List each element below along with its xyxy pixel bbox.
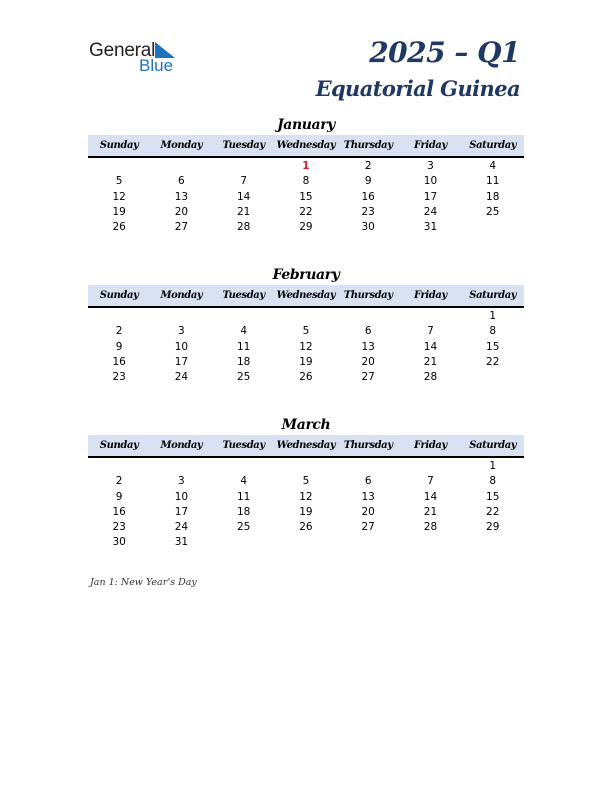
empty-day-cell: [462, 370, 524, 385]
weekday-label: Friday: [414, 290, 447, 301]
empty-day-cell: [337, 459, 399, 474]
generalblue-logo: [89, 40, 189, 76]
day-cell: 11: [236, 490, 251, 503]
weekday-label: Saturday: [469, 440, 517, 451]
day-cell: 26: [299, 521, 313, 534]
day-cell: 11: [236, 340, 251, 353]
day-cell: 17: [423, 190, 438, 203]
empty-day-cell: [275, 459, 337, 474]
day-cell: 2: [115, 325, 123, 338]
empty-day-cell: [88, 309, 150, 324]
day-cell: 23: [112, 521, 126, 534]
week-row: [88, 459, 524, 474]
weekday-label: Sunday: [99, 290, 139, 301]
month-weeks: [88, 308, 524, 385]
weekday-header: [88, 285, 524, 308]
weekday-label: Friday: [414, 140, 447, 151]
week-row: [88, 324, 524, 339]
day-cell: 6: [364, 475, 372, 488]
logo-text-general: General: [89, 40, 156, 61]
week-row: [88, 340, 524, 355]
day-cell: 7: [427, 475, 434, 488]
page-title: 2025 – Q1: [369, 36, 520, 69]
day-cell: 12: [112, 190, 126, 203]
day-cell: 28: [423, 521, 438, 534]
day-cell: 1: [489, 460, 497, 472]
day-cell: 4: [489, 160, 497, 172]
day-cell: 5: [115, 175, 123, 188]
day-cell: 10: [174, 340, 189, 353]
empty-day-cell: [462, 220, 524, 235]
week-row: [88, 370, 524, 385]
day-cell: 13: [361, 340, 375, 353]
day-cell: 7: [240, 175, 247, 188]
day-cell: 31: [174, 536, 189, 549]
holiday-note: Jan 1: New Year’s Day: [90, 577, 197, 588]
day-cell: 21: [236, 205, 251, 218]
day-cell: 22: [486, 505, 500, 518]
day-cell: 13: [361, 490, 375, 503]
day-cell: 6: [364, 325, 372, 338]
day-cell: 22: [299, 205, 313, 218]
day-cell: 30: [361, 221, 375, 234]
month-january: [88, 115, 524, 235]
weekday-label: Monday: [160, 140, 203, 151]
weekday-label: Tuesday: [222, 140, 265, 151]
empty-day-cell: [462, 535, 524, 550]
weekday-header: [88, 435, 524, 458]
week-row: [88, 490, 524, 505]
week-row: [88, 355, 524, 370]
day-cell: 2: [115, 475, 123, 488]
day-cell: 27: [174, 221, 189, 234]
day-cell: 19: [299, 505, 313, 518]
day-cell: 3: [178, 325, 185, 338]
empty-day-cell: [150, 459, 212, 474]
day-cell: 17: [174, 355, 189, 368]
logo-text-blue: Blue: [139, 56, 174, 75]
weekday-label: Friday: [414, 440, 447, 451]
day-cell: 16: [112, 355, 126, 368]
day-cell: 20: [361, 505, 375, 518]
day-cell: 25: [236, 521, 251, 534]
day-cell: 14: [236, 190, 251, 203]
day-cell: 7: [427, 325, 434, 338]
week-row: [88, 520, 524, 535]
weekday-label: Tuesday: [222, 290, 265, 301]
weekday-label: Monday: [160, 440, 203, 451]
day-cell: 9: [364, 175, 372, 188]
day-cell: 16: [112, 505, 126, 518]
empty-day-cell: [88, 159, 150, 174]
day-cell: 29: [299, 221, 313, 234]
day-cell: 30: [112, 536, 126, 549]
week-row: [88, 159, 524, 174]
day-cell: 8: [489, 475, 497, 488]
day-cell: 12: [299, 490, 313, 503]
day-cell: 27: [361, 371, 375, 384]
day-cell: 14: [423, 490, 438, 503]
day-cell: 21: [423, 505, 438, 518]
day-cell: 25: [486, 205, 500, 218]
empty-day-cell: [213, 459, 275, 474]
day-cell: 3: [178, 475, 185, 488]
month-name: February: [272, 267, 340, 283]
day-cell: 4: [240, 325, 247, 338]
day-cell: 10: [423, 175, 438, 188]
day-cell: 8: [489, 325, 497, 338]
day-cell: 8: [302, 175, 310, 188]
day-cell: 15: [486, 340, 500, 353]
week-row: [88, 474, 524, 489]
day-cell: 23: [112, 371, 126, 384]
day-cell: 18: [236, 355, 251, 368]
day-cell: 15: [486, 490, 500, 503]
weekday-label: Thursday: [343, 140, 393, 151]
week-row: [88, 535, 524, 550]
day-cell: 23: [361, 205, 375, 218]
empty-day-cell: [275, 535, 337, 550]
day-cell: 20: [361, 355, 375, 368]
day-cell: 5: [302, 325, 310, 338]
empty-day-cell: [337, 309, 399, 324]
empty-day-cell: [399, 459, 461, 474]
empty-day-cell: [88, 459, 150, 474]
day-cell: 11: [486, 175, 500, 188]
day-cell: 26: [112, 221, 126, 234]
day-cell: 19: [112, 205, 126, 218]
empty-day-cell: [337, 535, 399, 550]
weekday-label: Wednesday: [276, 290, 336, 301]
day-cell: 17: [174, 505, 189, 518]
month-name: January: [277, 117, 335, 133]
empty-day-cell: [399, 309, 461, 324]
day-cell: 22: [486, 355, 500, 368]
day-cell: 19: [299, 355, 313, 368]
week-row: [88, 174, 524, 189]
month-weeks: [88, 458, 524, 551]
weekday-header: [88, 135, 524, 158]
day-cell: 1: [489, 310, 497, 322]
empty-day-cell: [213, 309, 275, 324]
empty-day-cell: [150, 309, 212, 324]
month-weeks: [88, 158, 524, 235]
empty-day-cell: [150, 159, 212, 174]
day-cell: 14: [423, 340, 438, 353]
day-cell: 3: [427, 160, 434, 172]
day-cell: 27: [361, 521, 375, 534]
week-row: [88, 220, 524, 235]
day-cell: 21: [423, 355, 438, 368]
day-cell: 24: [174, 521, 189, 534]
weekday-label: Sunday: [99, 440, 139, 451]
weekday-label: Monday: [160, 290, 203, 301]
day-cell: 9: [115, 490, 123, 503]
day-cell: 25: [236, 371, 251, 384]
weekday-label: Tuesday: [222, 440, 265, 451]
empty-day-cell: [399, 535, 461, 550]
country-subtitle: Equatorial Guinea: [315, 76, 520, 101]
day-cell: 1: [302, 160, 310, 172]
day-cell: 15: [299, 190, 313, 203]
empty-day-cell: [213, 159, 275, 174]
day-cell: 13: [174, 190, 189, 203]
month-name: March: [281, 417, 331, 433]
month-february: [88, 265, 524, 385]
day-cell: 2: [364, 160, 372, 172]
week-row: [88, 190, 524, 205]
day-cell: 6: [178, 175, 185, 188]
empty-day-cell: [213, 535, 275, 550]
month-march: [88, 415, 524, 551]
week-row: [88, 505, 524, 520]
day-cell: 24: [174, 371, 189, 384]
day-cell: 31: [423, 221, 438, 234]
week-row: [88, 205, 524, 220]
weekday-label: Saturday: [469, 290, 517, 301]
day-cell: 20: [174, 205, 189, 218]
day-cell: 18: [236, 505, 251, 518]
week-row: [88, 309, 524, 324]
weekday-label: Wednesday: [276, 440, 336, 451]
day-cell: 4: [240, 475, 247, 488]
day-cell: 5: [302, 475, 310, 488]
weekday-label: Sunday: [99, 140, 139, 151]
empty-day-cell: [275, 309, 337, 324]
day-cell: 28: [423, 371, 438, 384]
day-cell: 16: [361, 190, 375, 203]
weekday-label: Wednesday: [276, 140, 336, 151]
day-cell: 29: [486, 521, 500, 534]
weekday-label: Saturday: [469, 140, 517, 151]
day-cell: 28: [236, 221, 251, 234]
day-cell: 26: [299, 371, 313, 384]
day-cell: 10: [174, 490, 189, 503]
day-cell: 12: [299, 340, 313, 353]
weekday-label: Thursday: [343, 290, 393, 301]
day-cell: 18: [486, 190, 500, 203]
weekday-label: Thursday: [343, 440, 393, 451]
day-cell: 24: [423, 205, 438, 218]
day-cell: 9: [115, 340, 123, 353]
